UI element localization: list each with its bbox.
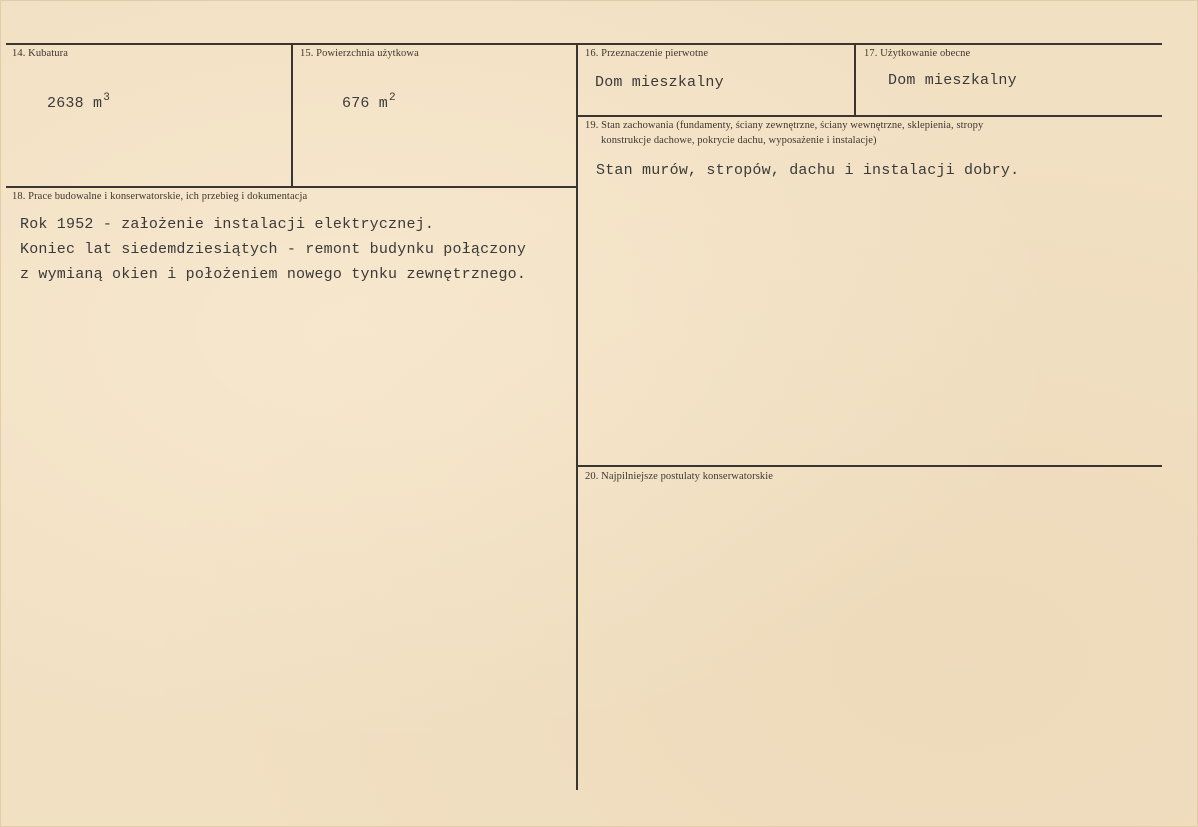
field-17-value: Dom mieszkalny (888, 72, 1017, 89)
field-14-value (47, 92, 110, 112)
field-15-value (342, 92, 396, 112)
divider-16-17 (854, 44, 856, 115)
rule-under-16-17 (578, 115, 1162, 117)
field-15-exponent: 2 (389, 92, 396, 104)
field-15-label: 15. Powierzchnia użytkowa (300, 48, 419, 59)
divider-14-15 (291, 44, 293, 187)
rule-above-20 (578, 465, 1162, 467)
field-14-label: 14. Kubatura (12, 48, 69, 59)
field-14-exponent: 3 (103, 92, 111, 104)
field-17-label: 17. Użytkowanie obecne (864, 48, 971, 59)
field-19-label-line1: 19. Stan zachowania (fundamenty, ściany zewnętrzne, ściany wewnętrzne, sklepienia, stropy (585, 120, 984, 131)
field-18-line: z wymianą okien i położeniem nowego tynku zewnętrznego. (20, 266, 527, 283)
field-19-value: Stan murów, stropów, dachu i instalacji dobry. (596, 162, 1020, 179)
field-18-line: Koniec lat siedemdziesiątych - remont budynku połączony (20, 241, 527, 258)
field-14-number: 2638 m (47, 95, 103, 112)
top-rule (6, 43, 1162, 45)
field-20-label: 20. Najpilniejsze postulaty konserwatorskie (585, 471, 774, 482)
field-18-line: Rok 1952 - założenie instalacji elektrycznej. (20, 216, 435, 233)
field-19-label-line2: konstrukcje dachowe, pokrycie dachu, wyposażenie i instalacje) (601, 135, 877, 146)
field-18-label: 18. Prace budowalne i konserwatorskie, ich przebieg i dokumentacja (12, 191, 308, 202)
field-18-text (20, 212, 526, 287)
field-15-number: 676 m (342, 95, 389, 112)
field-16-value: Dom mieszkalny (595, 74, 724, 91)
field-16-label: 16. Przeznaczenie pierwotne (585, 48, 709, 59)
center-divider (576, 44, 578, 790)
